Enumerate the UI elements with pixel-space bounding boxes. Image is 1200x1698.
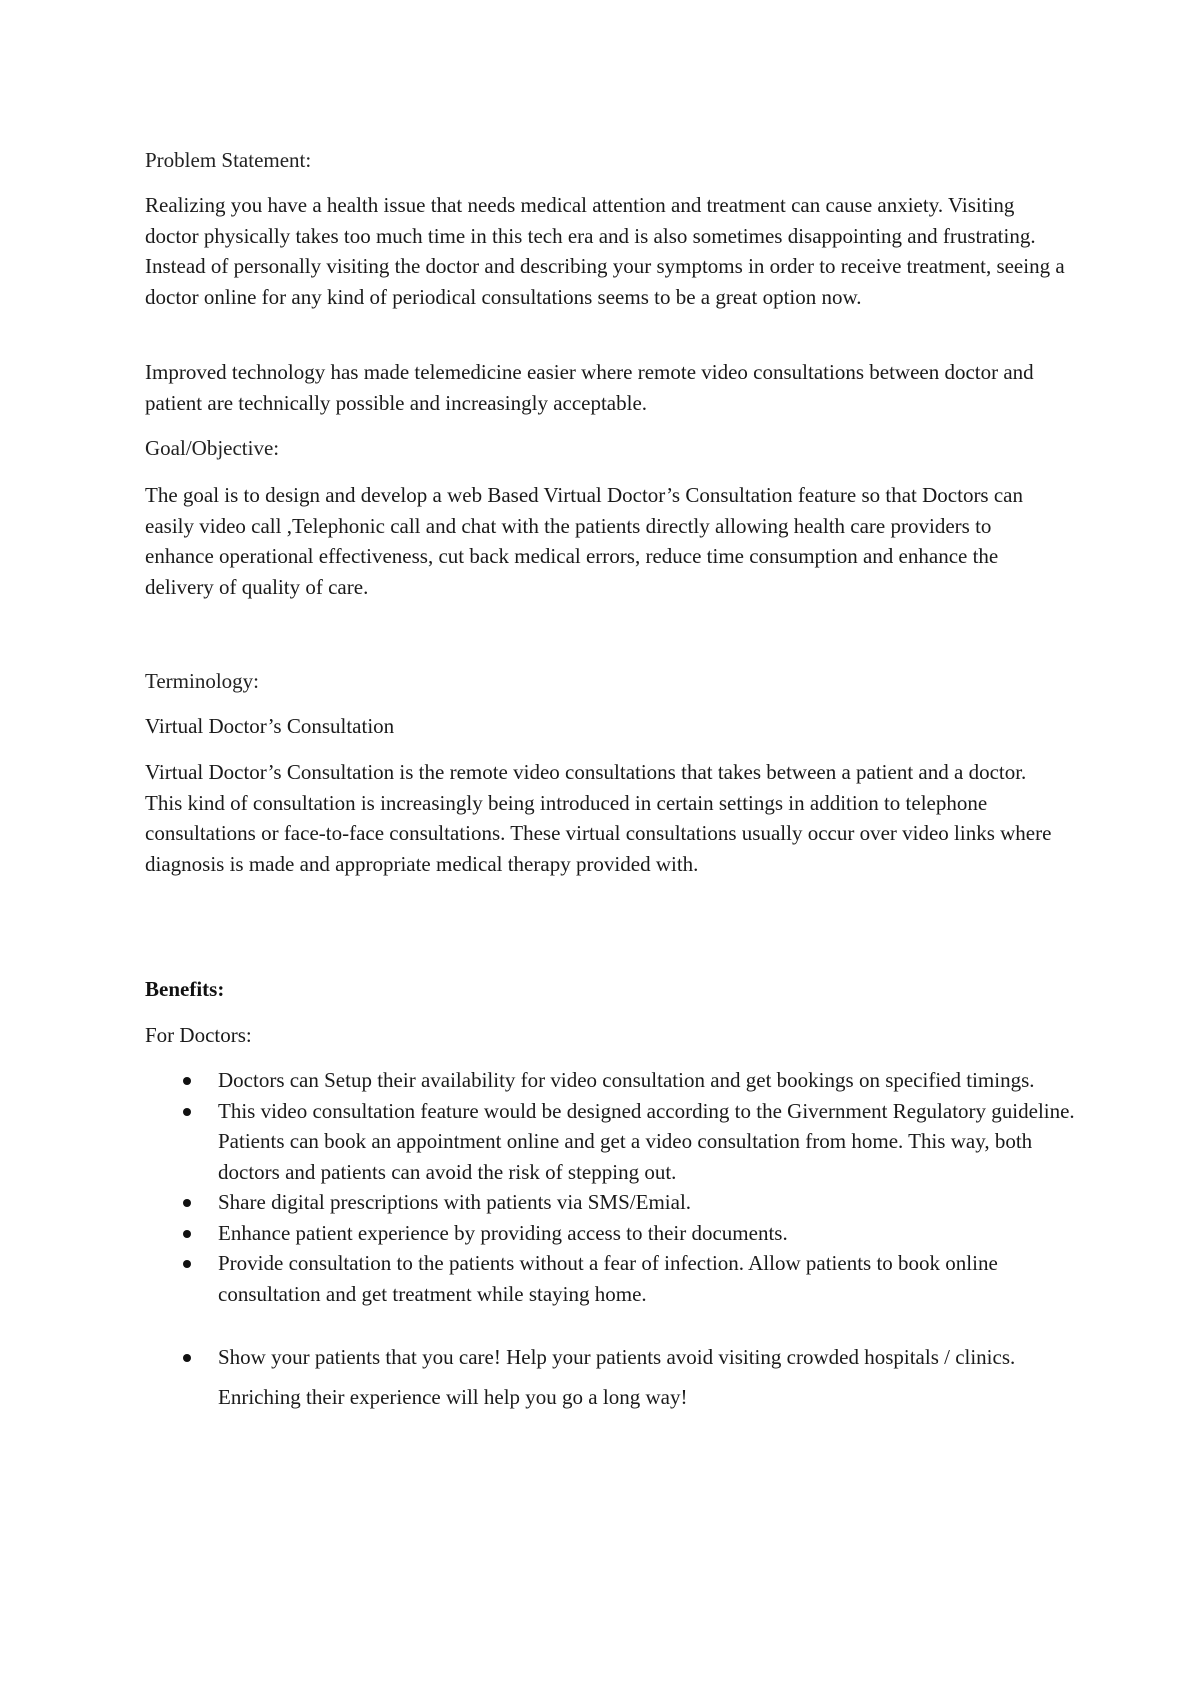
problem-statement-heading: Problem Statement: (145, 148, 312, 172)
bullet-icon (183, 1199, 191, 1207)
goal-objective-heading: Goal/Objective: (145, 436, 280, 460)
benefit-item-text: Doctors can Setup their availability for video consultation and get bookings on specified timings. (218, 1068, 1035, 1092)
benefit-item-text: Enhance patient experience by providing access to their documents. (218, 1220, 788, 1245)
benefit-item-text: Show your patients that you care! Help your patients avoid visiting crowded hospitals / clinics. Enriching their experience will help you go a long way! (218, 1345, 1016, 1409)
benefit-item-text: Provide consultation to the patients without a fear of infection. Allow patients to book online consultation and get treatment while staying home. (218, 1251, 998, 1306)
bullet-icon (183, 1108, 191, 1116)
benefits-heading: Benefits: (145, 977, 225, 1001)
benefit-item (145, 1187, 1085, 1218)
benefit-item-text: Share digital prescriptions with patients via SMS/Emial. (218, 1190, 692, 1214)
goal-objective-paragraph: The goal is to design and develop a web Based Virtual Doctor’s Consultation feature so that Doctors can easily video call ,Telephonic call and chat with the patients directly allowing health care providers to enhance operational effectiveness, cut back medical errors, reduce time consumption and enhance the delivery of quality of care. (145, 483, 1024, 599)
benefit-item (145, 1065, 1085, 1096)
terminology-definition: Virtual Doctor’s Consultation is the remote video consultations that takes between a patient and a doctor. This kind of consultation is increasingly being introduced in certain settings in addition to telephone consultations or face-to-face consultations. These virtual consultations usually occur over video links where diagnosis is made and appropriate medical therapy provided with. (145, 760, 1052, 876)
problem-statement-paragraph-1: Realizing you have a health issue that needs medical attention and treatment can cause anxiety. Visiting doctor physically takes too much time in this tech era and is also sometimes disappointing and frustrating. Instead of personally visiting the doctor and describing your symptoms in order to receive treatment, seeing a doctor online for any kind of periodical consultations seems to be a great option now. (145, 193, 1065, 309)
bullet-icon (183, 1260, 191, 1268)
for-doctors-subheading: For Doctors: (145, 1023, 252, 1047)
terminology-heading: Terminology: (145, 669, 260, 693)
benefit-item (145, 1337, 1085, 1417)
terminology-term: Virtual Doctor’s Consultation (145, 714, 395, 738)
problem-statement-paragraph-2: Improved technology has made telemedicine easier where remote video consultations between doctor and patient are technically possible and increasingly acceptable. (145, 360, 1034, 415)
bullet-icon (183, 1077, 191, 1085)
bullet-icon (183, 1230, 191, 1238)
benefit-item (145, 1218, 1085, 1249)
bullet-icon (183, 1354, 191, 1362)
benefit-item-text: This video consultation feature would be designed according to the Givernment Regulatory guideline. Patients can book an appointment online and get a video consultation from home. This way, both doctors and patients can avoid the risk of stepping out. (218, 1098, 1075, 1184)
benefit-item (145, 1248, 1085, 1309)
benefits-list (145, 1065, 1085, 1417)
benefit-item (145, 1096, 1085, 1188)
